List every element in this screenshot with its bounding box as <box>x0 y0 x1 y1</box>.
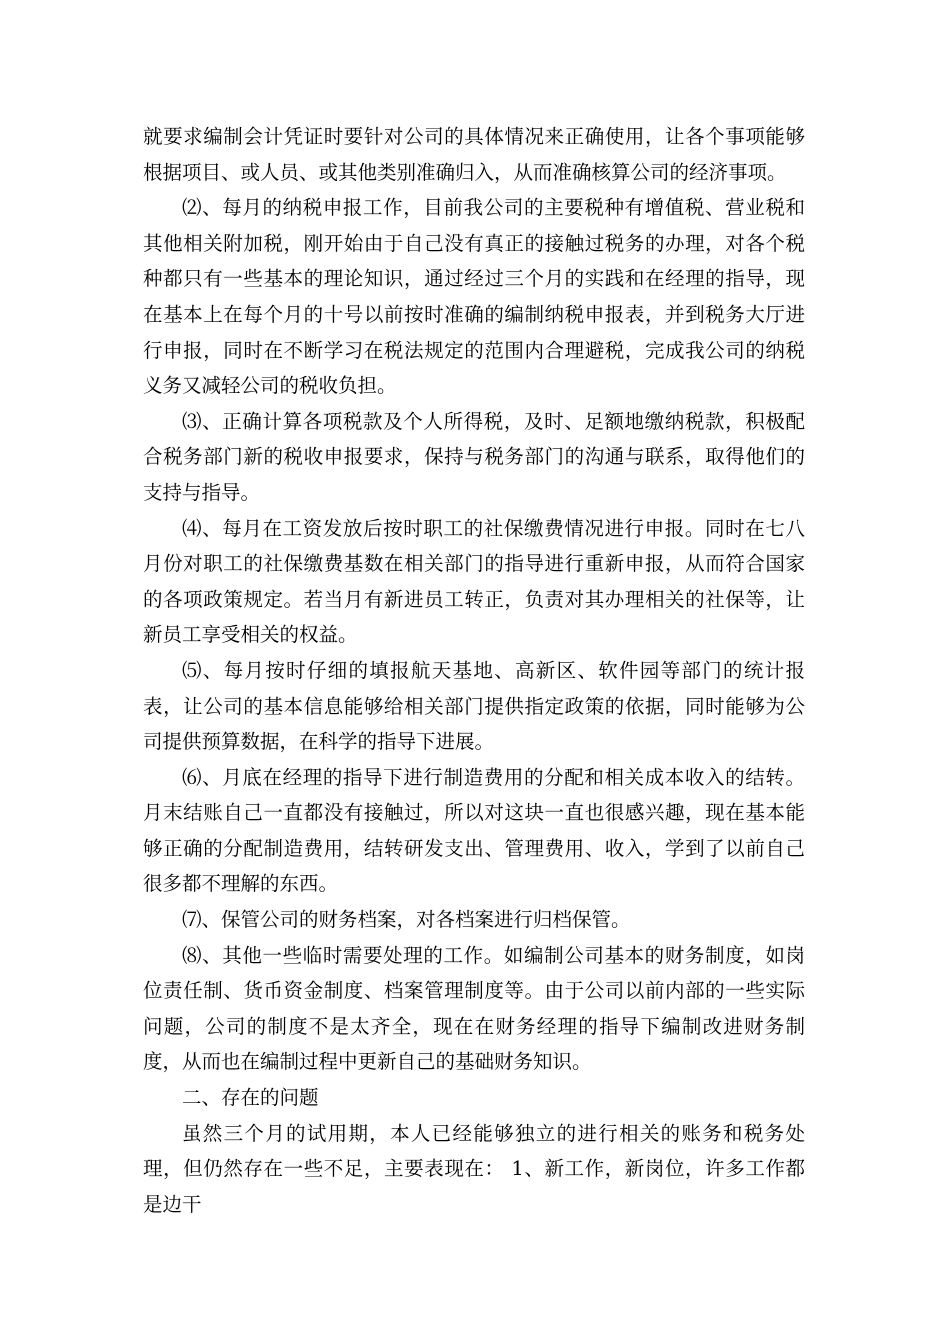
paragraph-accounting-vouchers: 就要求编制会计凭证时要针对公司的具体情况来正确使用，让各个事项能够根据项目、或人员、或其他类别准确归入，从而准确核算公司的经济事项。 <box>143 125 805 184</box>
paragraph-shortcomings: 虽然三个月的试用期，本人已经能够独立的进行相关的账务和税务处理，但仍然存在一些不足，主要表现在： 1、新工作，新岗位，许多工作都是边干 <box>143 1121 805 1216</box>
paragraph-statistics-reports: ⑸、每月按时仔细的填报航天基地、高新区、软件园等部门的统计报表，让公司的基本信息能够给相关部门提供指定政策的依据，同时能够为公司提供预算数据，在科学的指导下进展。 <box>143 658 805 754</box>
paragraph-archives: ⑺、保管公司的财务档案，对各档案进行归档保管。 <box>182 908 631 932</box>
section-heading-problems: 二、存在的问题 <box>182 1086 319 1110</box>
paragraph-tax-calculation: ⑶、正确计算各项税款及个人所得税，及时、足额地缴纳税款，积极配合税务部门新的税收申报要求，保持与税务部门的沟通与联系，取得他们的支持与指导。 <box>143 409 805 504</box>
paragraph-month-end-closing: ⑹、月底在经理的指导下进行制造费用的分配和相关成本收入的结转。月末结账自己一直都没有接触过，所以对这块一直也很感兴趣，现在基本能够正确的分配制造费用，结转研发支出、管理费用、收入，学到了以前自己很多都不理解的东西。 <box>143 765 805 896</box>
paragraph-other-work: ⑻、其他一些临时需要处理的工作。如编制公司基本的财务制度，如岗位责任制、货币资金制度、档案管理制度等。由于公司以前内部的一些实际问题，公司的制度不是太齐全，现在在财务经理的指导下编制改进财务制度，从而也在编制过程中更新自己的基础财务知识。 <box>143 943 805 1074</box>
paragraph-tax-declaration: ⑵、每月的纳税申报工作，目前我公司的主要税种有增值税、营业税和其他相关附加税，刚开始由于自己没有真正的接触过税务的办理，对各个税种都只有一些基本的理论知识，通过经过三个月的实践和在经理的指导，现在基本上在每个月的十号以前按时准确的编制纳税申报表，并到税务大厅进行申报，同时在不断学习在税法规定的范围内合理避税，完成我公司的纳税义务又减轻公司的税收负担。 <box>143 196 805 398</box>
paragraph-social-security: ⑷、每月在工资发放后按时职工的社保缴费情况进行申报。同时在七八月份对职工的社保缴费基数在相关部门的指导进行重新申报，从而符合国家的各项政策规定。若当月有新进员工转正，负责对其办理相关的社保等，让新员工享受相关的权益。 <box>143 516 805 647</box>
document-body <box>143 119 805 1222</box>
